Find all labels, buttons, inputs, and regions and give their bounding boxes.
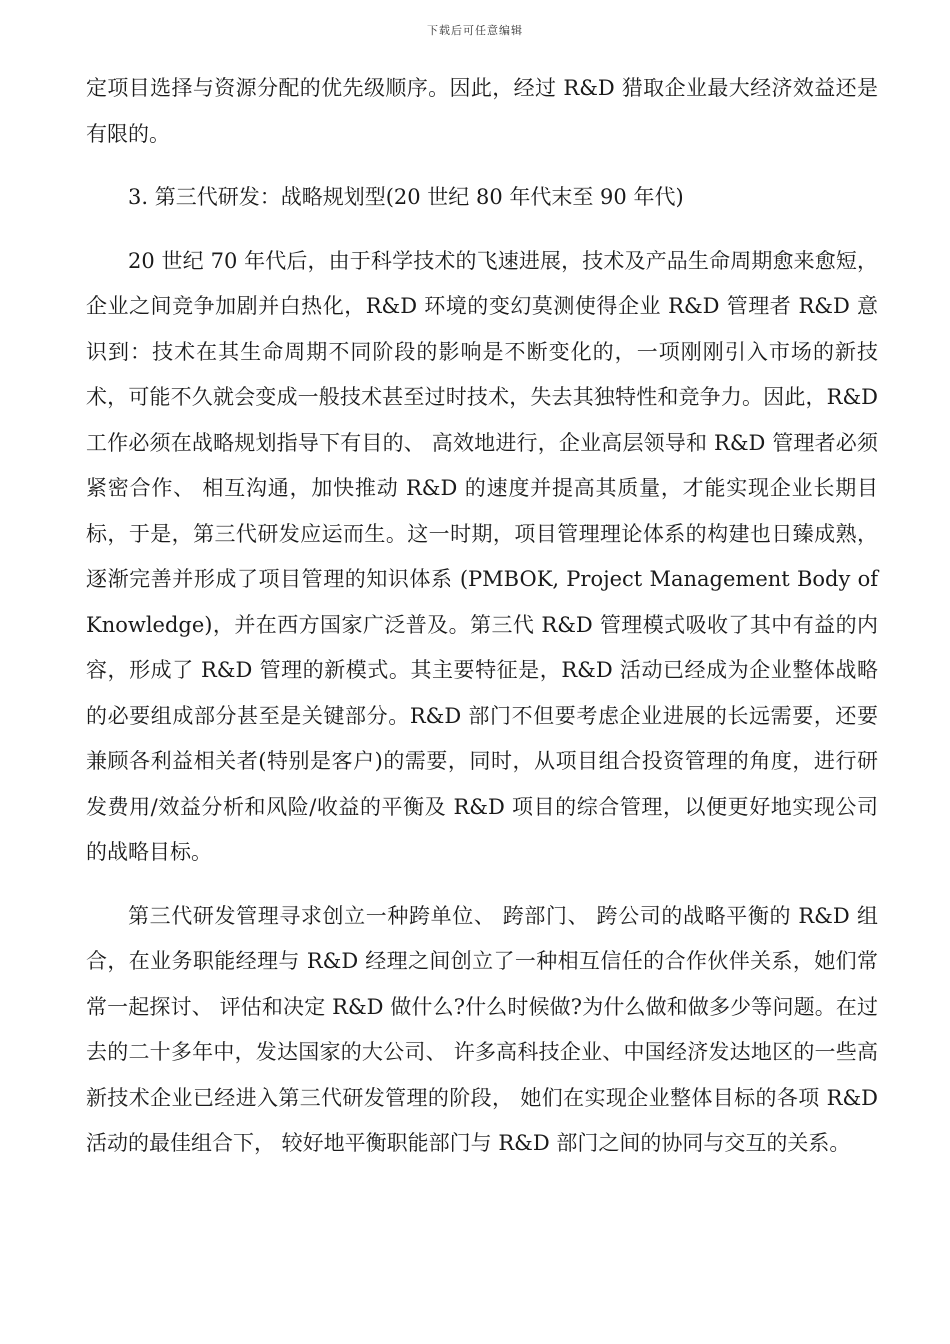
section-heading: 3. 第三代研发：战略规划型(20 世纪 80 年代末至 90 年代) [128,185,684,209]
paragraph-third-gen-management: 第三代研发管理寻求创立一种跨单位、 跨部门、 跨公司的战略平衡的 R&D 组合，在业务职能经理与 R&D 经理之间创立了一种相互信任的合作伙伴关系，她们常常一起探讨、 评估和决定 R&D 做什么?什么时候做?为什么做和做多少等问题。在过去的二十多年中，发达国家的大公司、 许多高科技企业、中国经济发达地区的一些高新技术企业已经进入第三代研发管理的阶段， 她们在实现企业整体目标的各项 R&D 活动的最佳组合下， 较好地平衡职能部门与 R&D 部门之间的协同与交互的关系。 [86,903,878,1155]
document-body [86,66,878,1167]
paragraph-third-gen-background: 20 世纪 70 年代后，由于科学技术的飞速进展，技术及产品生命周期愈来愈短，企业之间竞争加剧并白热化，R&D 环境的变幻莫测使得企业 R&D 管理者 R&D 意识到：技术在其生命周期不同阶段的影响是不断变化的，一项刚刚引入市场的新技术，可能不久就会变成一般技术甚至过时技术，失去其独特性和竞争力。因此，R&D 工作必须在战略规划指导下有目的、 高效地进行，企业高层领导和 R&D 管理者必须紧密合作、 相互沟通，加快推动 R&D 的速度并提高其质量，才能实现企业长期目标，于是，第三代研发应运而生。这一时期，项目管理理论体系的构建也日臻成熟，逐渐完善并形成了项目管理的知识体系 (PMBOK, Project Management Body of Knowledge)，并在西方国家广泛普及。第三代 R&D 管理模式吸收了其中有益的内容，形成了 R&D 管理的新模式。其主要特征是，R&D 活动已经成为企业整体战略的必要组成部分甚至是关键部分。R&D 部门不但要考虑企业进展的长远需要，还要兼顾各利益相关者(特别是客户)的需要，同时，从项目组合投资管理的角度，进行研发费用/效益分析和风险/收益的平衡及 R&D 项目的综合管理，以便更好地实现公司的战略目标。 [86,248,878,864]
page-header: 下载后可任意编辑 [427,24,523,37]
paragraph-continuation: 定项目选择与资源分配的优先级顺序。因此，经过 R&D 猎取企业最大经济效益还是有限的。 [86,76,878,146]
